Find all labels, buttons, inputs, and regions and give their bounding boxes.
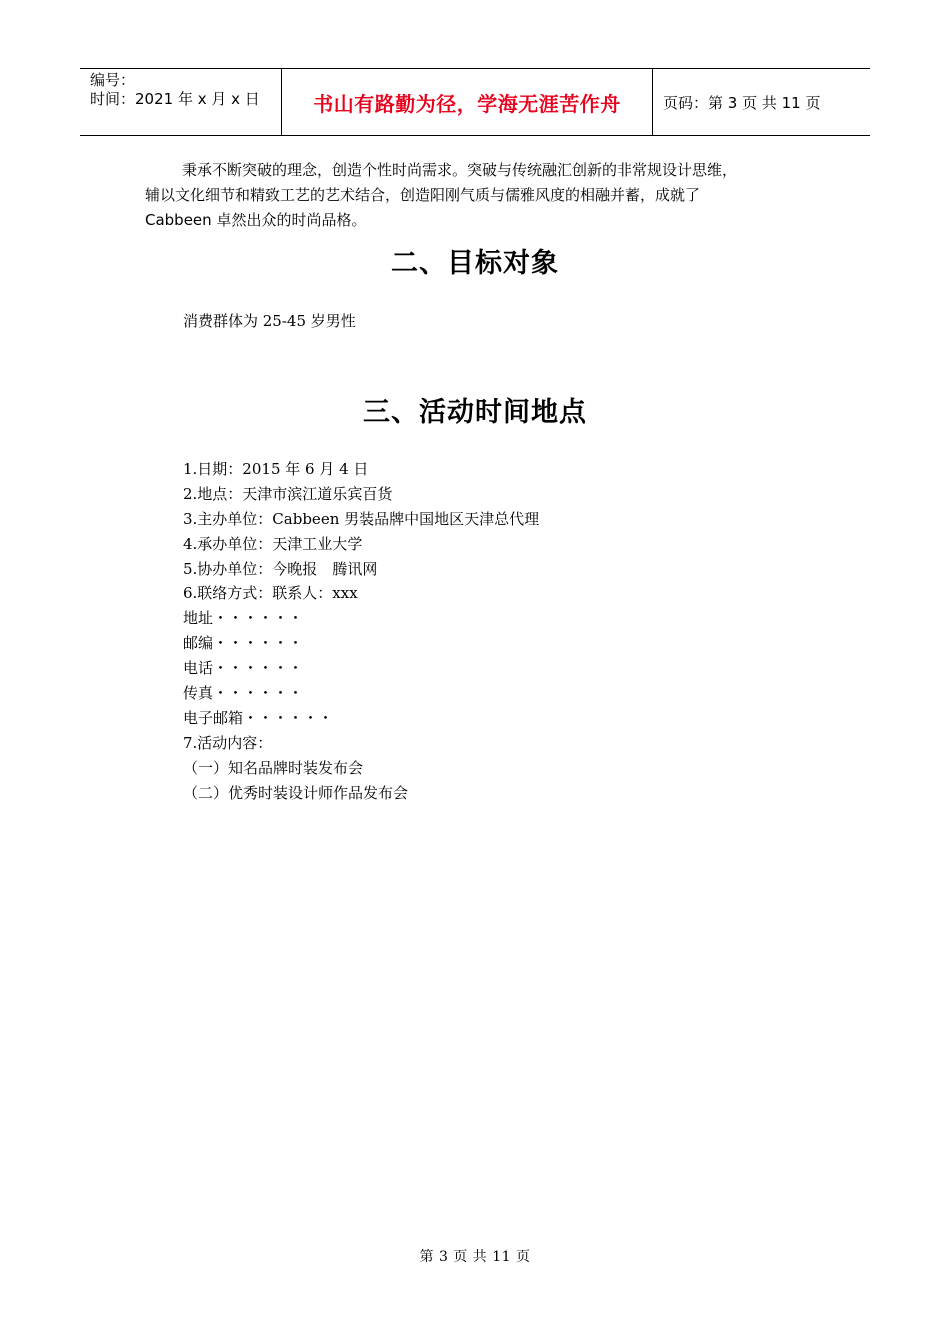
list-item: （二）优秀时装设计师作品发布会 [183, 783, 409, 802]
header-page-info: 页码：第 3 页 共 11 页 [663, 93, 821, 112]
event-details-list [183, 457, 539, 805]
intro-line: Cabbeen 卓然出众的时尚品格。 [145, 211, 367, 229]
intro-line: 辅以文化细节和精致工艺的艺术结合，创造阳刚气质与儒雅风度的相融并蓄，成就了 [145, 186, 701, 204]
list-item: 1.日期：2015 年 6 月 4 日 [183, 460, 369, 478]
list-item: 7.活动内容： [183, 733, 273, 752]
header-table [80, 68, 870, 136]
list-item: （一）知名品牌时装发布会 [183, 758, 364, 777]
section-heading-target: 二、目标对象 [391, 248, 559, 279]
list-item: 4.承办单位：天津工业大学 [183, 534, 363, 553]
page-footer: 第 3 页 共 11 页 [419, 1249, 531, 1265]
header-meta-cell [80, 69, 281, 135]
document-number: 编号： [90, 71, 136, 89]
intro-paragraph [145, 158, 805, 233]
list-item: 6.联络方式：联系人：xxx [183, 584, 358, 603]
section-heading-time-place: 三、活动时间地点 [363, 397, 587, 428]
list-item: 5.协办单位：今晚报 腾讯网 [183, 559, 378, 578]
list-item: 2.地点：天津市滨江道乐宾百货 [183, 484, 393, 503]
document-date: 时间：2021 年 x 月 x 日 [90, 90, 260, 108]
header-motto: 书山有路勤为径，学海无涯苦作舟 [281, 69, 653, 135]
target-audience-text: 消费群体为 25-45 岁男性 [183, 312, 356, 330]
list-item: 3.主办单位：Cabbeen 男装品牌中国地区天津总代理 [183, 509, 540, 528]
intro-line: 秉承不断突破的理念，创造个性时尚需求。突破与传统融汇创新的非常规设计思维， [182, 161, 738, 179]
list-item: 电话・・・・・・ [183, 659, 304, 678]
list-item: 邮编・・・・・・ [183, 634, 304, 653]
list-item: 地址・・・・・・ [183, 609, 304, 628]
list-item: 传真・・・・・・ [183, 684, 304, 703]
list-item: 电子邮箱・・・・・・ [183, 708, 334, 727]
